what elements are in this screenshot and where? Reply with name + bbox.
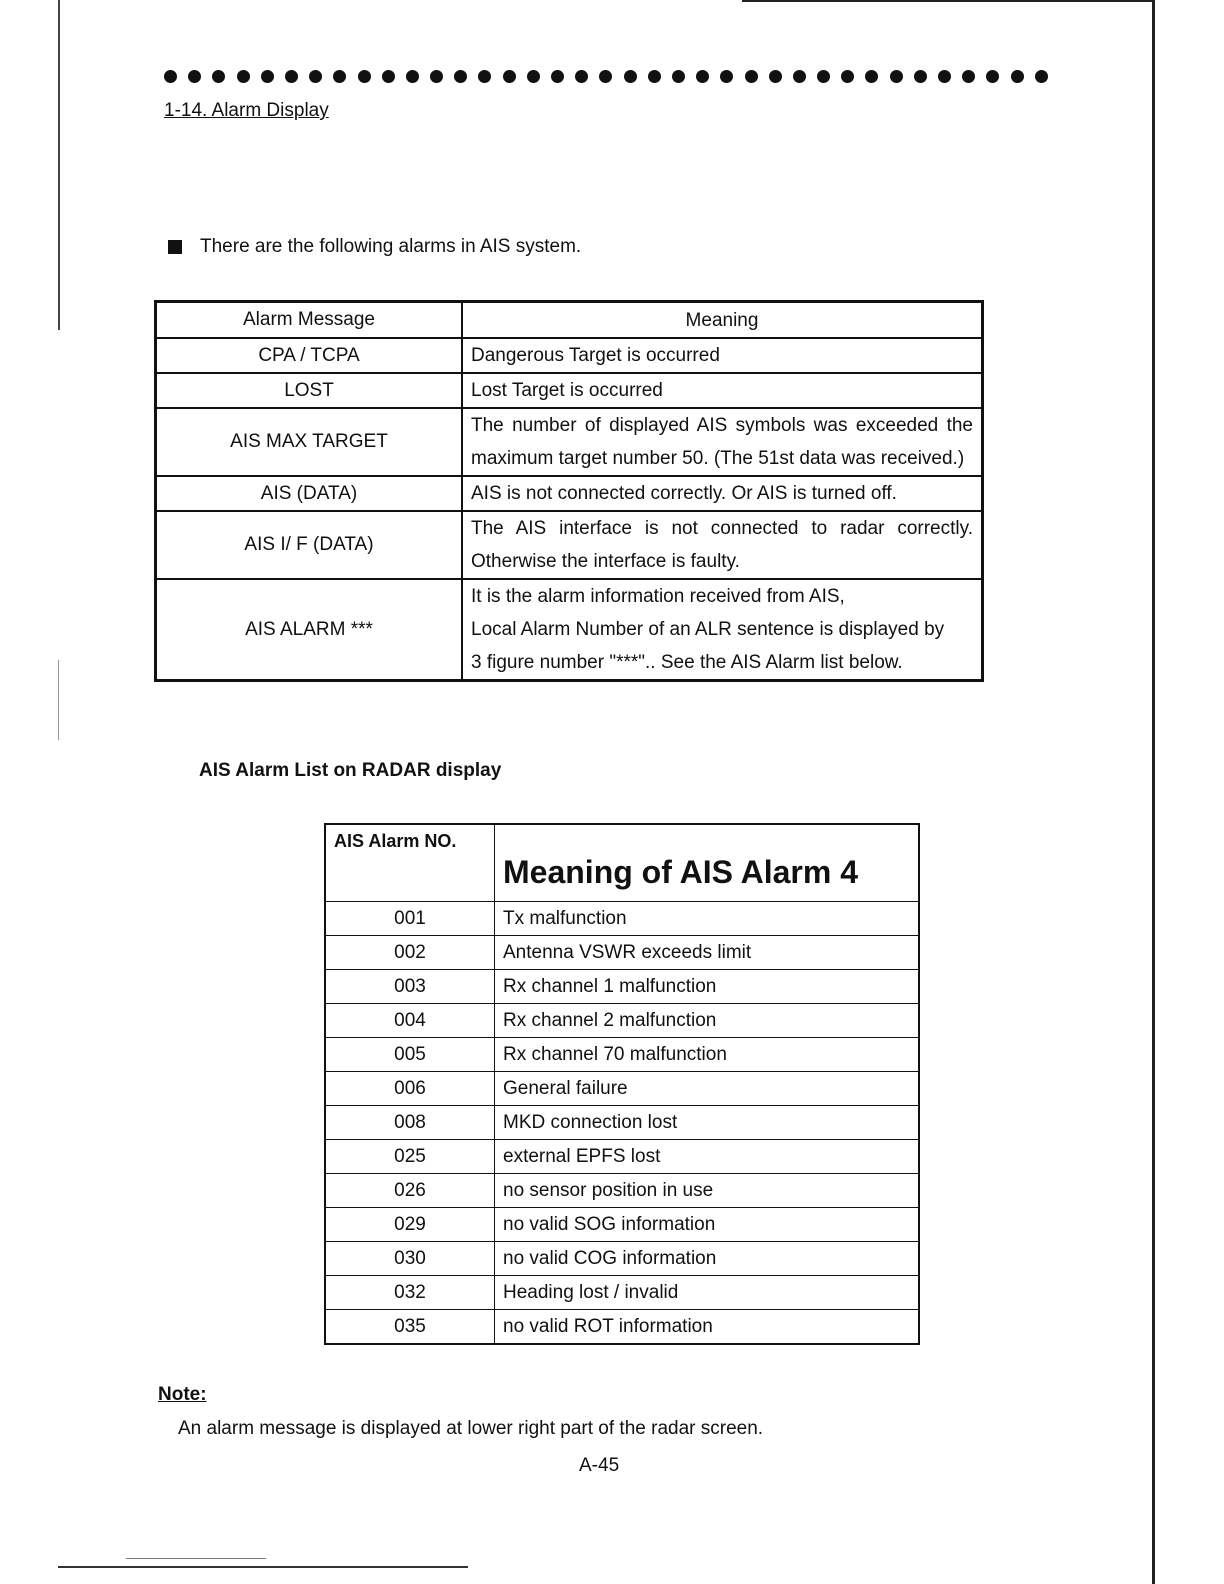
alarm-desc: Tx malfunction [495, 902, 920, 936]
dot-icon [382, 70, 395, 83]
alarm-desc: Antenna VSWR exceeds limit [495, 936, 920, 970]
dot-icon [454, 70, 467, 83]
dot-icon [575, 70, 588, 83]
dot-divider [164, 66, 1048, 86]
alarm-desc: no valid ROT information [495, 1310, 920, 1345]
table-row [325, 1004, 919, 1038]
dot-icon [986, 70, 999, 83]
table-row [325, 1208, 919, 1242]
table-row [156, 511, 983, 579]
alarm-desc: no sensor position in use [495, 1174, 920, 1208]
dot-icon [527, 70, 540, 83]
alarm-message: AIS MAX TARGET [156, 408, 463, 476]
table-row [156, 373, 983, 408]
alarm-message: AIS I/ F (DATA) [156, 511, 463, 579]
table-row [325, 1106, 919, 1140]
dot-icon [938, 70, 951, 83]
alarm-desc: General failure [495, 1072, 920, 1106]
alarm-message: CPA / TCPA [156, 338, 463, 373]
alarm-message: AIS ALARM *** [156, 579, 463, 681]
alarm-no: 003 [325, 970, 495, 1004]
table-row [325, 1310, 919, 1345]
scan-mark-left [58, 660, 59, 740]
dot-icon [478, 70, 491, 83]
table-row [156, 408, 983, 476]
alarm-desc: no valid COG information [495, 1242, 920, 1276]
alarm-meaning: Lost Target is occurred [462, 373, 983, 408]
table-row [325, 1140, 919, 1174]
alarm-no: 026 [325, 1174, 495, 1208]
alarm-desc: Rx channel 1 malfunction [495, 970, 920, 1004]
dot-icon [769, 70, 782, 83]
header-alarm-no: AIS Alarm NO. [325, 824, 495, 902]
dot-icon [696, 70, 709, 83]
table-row [325, 1072, 919, 1106]
alarm-no: 029 [325, 1208, 495, 1242]
dot-icon [793, 70, 806, 83]
table-header-row [325, 824, 919, 902]
dot-icon [212, 70, 225, 83]
dot-icon [503, 70, 516, 83]
table-row [325, 1174, 919, 1208]
table-row [325, 936, 919, 970]
intro-text: There are the following alarms in AIS system. [200, 236, 582, 257]
alarm-no: 032 [325, 1276, 495, 1310]
table-row [325, 902, 919, 936]
dot-icon [406, 70, 419, 83]
table-row [156, 579, 983, 681]
table-row [325, 1242, 919, 1276]
alarm-no: 035 [325, 1310, 495, 1345]
alarm-desc: Heading lost / invalid [495, 1276, 920, 1310]
dot-icon [333, 70, 346, 83]
alarm-table [154, 300, 984, 682]
dot-icon [720, 70, 733, 83]
header-meaning: Meaning [462, 302, 983, 339]
scan-mark-bottom [126, 1558, 266, 1559]
dot-icon [672, 70, 685, 83]
dot-icon [261, 70, 274, 83]
alarm-no: 030 [325, 1242, 495, 1276]
dot-icon [164, 70, 177, 83]
alarm-meaning: AIS is not connected correctly. Or AIS is turned off. [462, 476, 983, 511]
table-row [325, 1038, 919, 1072]
dot-icon [285, 70, 298, 83]
bullet-icon [168, 240, 182, 254]
dot-icon [865, 70, 878, 83]
dot-icon [648, 70, 661, 83]
table-row [325, 970, 919, 1004]
alarm-meaning: Dangerous Target is occurred [462, 338, 983, 373]
note-text: An alarm message is displayed at lower right part of the radar screen. [178, 1418, 764, 1439]
alarm-no: 002 [325, 936, 495, 970]
ais-alarm-table [324, 823, 920, 1345]
alarm-desc: Rx channel 70 malfunction [495, 1038, 920, 1072]
alarm-desc: external EPFS lost [495, 1140, 920, 1174]
dot-icon [237, 70, 250, 83]
alarm-no: 005 [325, 1038, 495, 1072]
alarm-meaning [462, 579, 983, 681]
table-row [156, 476, 983, 511]
intro-line [168, 236, 581, 258]
alarm-no: 004 [325, 1004, 495, 1038]
table-header-row [156, 302, 983, 339]
dot-icon [551, 70, 564, 83]
alarm-desc: no valid SOG information [495, 1208, 920, 1242]
alarm-message: LOST [156, 373, 463, 408]
dot-icon [1011, 70, 1024, 83]
scan-edge-top [742, 0, 1154, 2]
dot-icon [430, 70, 443, 83]
scan-edge-left [58, 0, 60, 330]
list-heading: AIS Alarm List on RADAR display [199, 760, 502, 781]
note-label: Note: [158, 1384, 207, 1405]
alarm-meaning-line: It is the alarm information received from AIS, [471, 586, 845, 607]
dot-icon [358, 70, 371, 83]
table-row [325, 1276, 919, 1310]
alarm-desc: Rx channel 2 malfunction [495, 1004, 920, 1038]
dot-icon [890, 70, 903, 83]
dot-icon [914, 70, 927, 83]
alarm-desc: MKD connection lost [495, 1106, 920, 1140]
alarm-meaning: The number of displayed AIS symbols was exceeded the maximum target number 50. (The 51st data was received.) [462, 408, 983, 476]
dot-icon [599, 70, 612, 83]
dot-icon [817, 70, 830, 83]
dot-icon [1035, 70, 1048, 83]
alarm-meaning-line: 3 figure number "***".. See the AIS Alarm list below. [471, 652, 903, 673]
alarm-meaning: The AIS interface is not connected to radar correctly. Otherwise the interface is faulty. [462, 511, 983, 579]
alarm-no: 001 [325, 902, 495, 936]
scan-edge-bottom [58, 1566, 468, 1568]
alarm-no: 008 [325, 1106, 495, 1140]
dot-icon [624, 70, 637, 83]
alarm-message: AIS (DATA) [156, 476, 463, 511]
section-title: 1-14. Alarm Display [164, 100, 329, 121]
dot-icon [309, 70, 322, 83]
table-row [156, 338, 983, 373]
dot-icon [841, 70, 854, 83]
dot-icon [188, 70, 201, 83]
alarm-meaning-line: Local Alarm Number of an ALR sentence is displayed by [471, 619, 945, 640]
alarm-no: 025 [325, 1140, 495, 1174]
scan-edge-right [1152, 0, 1155, 1584]
dot-icon [962, 70, 975, 83]
header-meaning-ais: Meaning of AIS Alarm 4 [495, 824, 920, 902]
header-alarm-message: Alarm Message [156, 302, 463, 339]
dot-icon [745, 70, 758, 83]
page-number: A-45 [579, 1455, 620, 1476]
alarm-no: 006 [325, 1072, 495, 1106]
